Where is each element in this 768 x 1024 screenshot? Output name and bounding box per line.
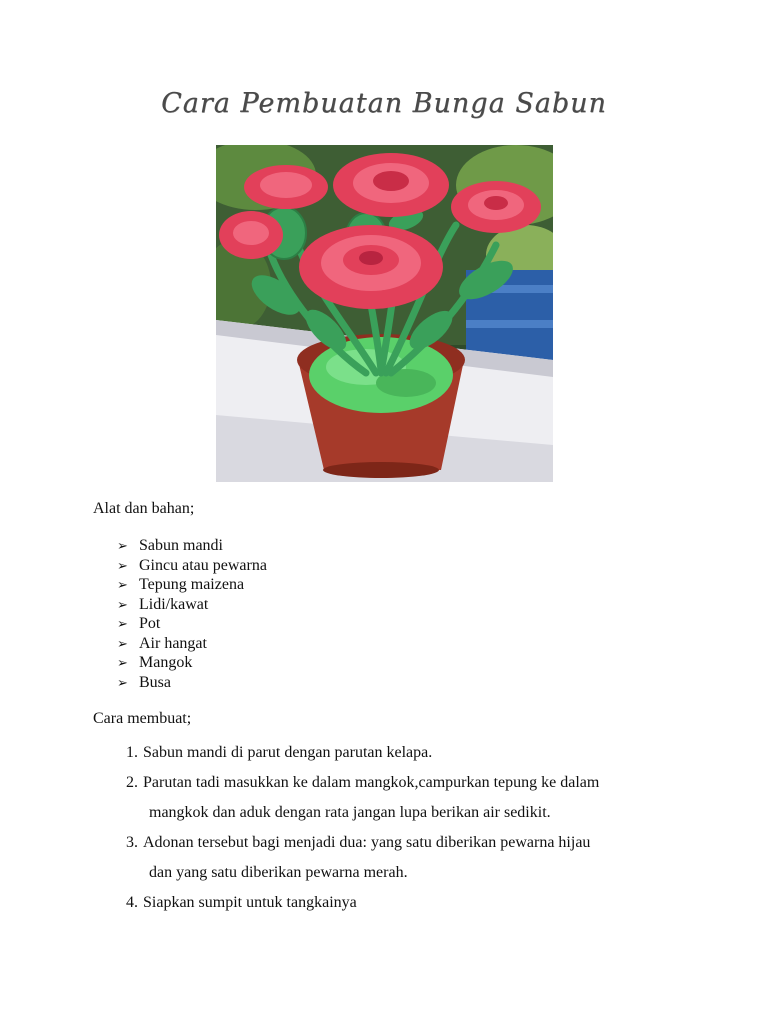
materials-list	[117, 536, 267, 692]
list-item: ➢ Sabun mandi	[117, 537, 223, 554]
list-item: ➢ Busa	[117, 673, 171, 691]
list-item: ➢ Mangok	[117, 654, 193, 671]
list-item: ➢ Gincu atau pewarna	[117, 556, 267, 574]
step-item	[126, 768, 674, 828]
arrow-bullet-icon: ➢	[117, 596, 128, 612]
soap-flower-photo	[216, 145, 553, 482]
list-item: ➢ Pot	[117, 615, 161, 632]
page-title: Cara Pembuatan Bunga Sabun	[161, 88, 607, 119]
step-item	[126, 738, 674, 768]
step-number: 4.	[126, 894, 138, 911]
step-text: Adonan tersebut bagi menjadi dua: yang satu diberikan pewarna hijau dan yang satu diberikan pewarna merah.	[143, 834, 591, 881]
arrow-bullet-icon: ➢	[117, 557, 128, 573]
step-number: 3.	[126, 834, 138, 851]
materials-heading: Alat dan bahan;	[93, 500, 195, 517]
list-item: ➢ Tepung maizena	[117, 576, 245, 593]
step-item	[126, 888, 674, 918]
arrow-bullet-icon: ➢	[117, 616, 128, 631]
step-number: 1.	[126, 744, 138, 761]
step-text: Sabun mandi di parut dengan parutan kelapa.	[143, 744, 433, 761]
step-number: 2.	[126, 774, 138, 791]
arrow-bullet-icon: ➢	[117, 577, 128, 592]
arrow-bullet-icon: ➢	[117, 655, 128, 670]
list-item: ➢ Lidi/kawat	[117, 595, 209, 613]
steps-list	[126, 738, 674, 918]
arrow-bullet-icon: ➢	[117, 635, 128, 651]
steps-heading: Cara membuat;	[93, 710, 192, 727]
step-item	[126, 828, 674, 888]
arrow-bullet-icon: ➢	[117, 674, 128, 690]
step-text: Parutan tadi masukkan ke dalam mangkok,campurkan tepung ke dalam mangkok dan aduk dengan rata jangan lupa berikan air sedikit.	[143, 774, 600, 821]
list-item: ➢ Air hangat	[117, 634, 207, 652]
step-text: Siapkan sumpit untuk tangkainya	[143, 894, 357, 911]
arrow-bullet-icon: ➢	[117, 538, 128, 553]
